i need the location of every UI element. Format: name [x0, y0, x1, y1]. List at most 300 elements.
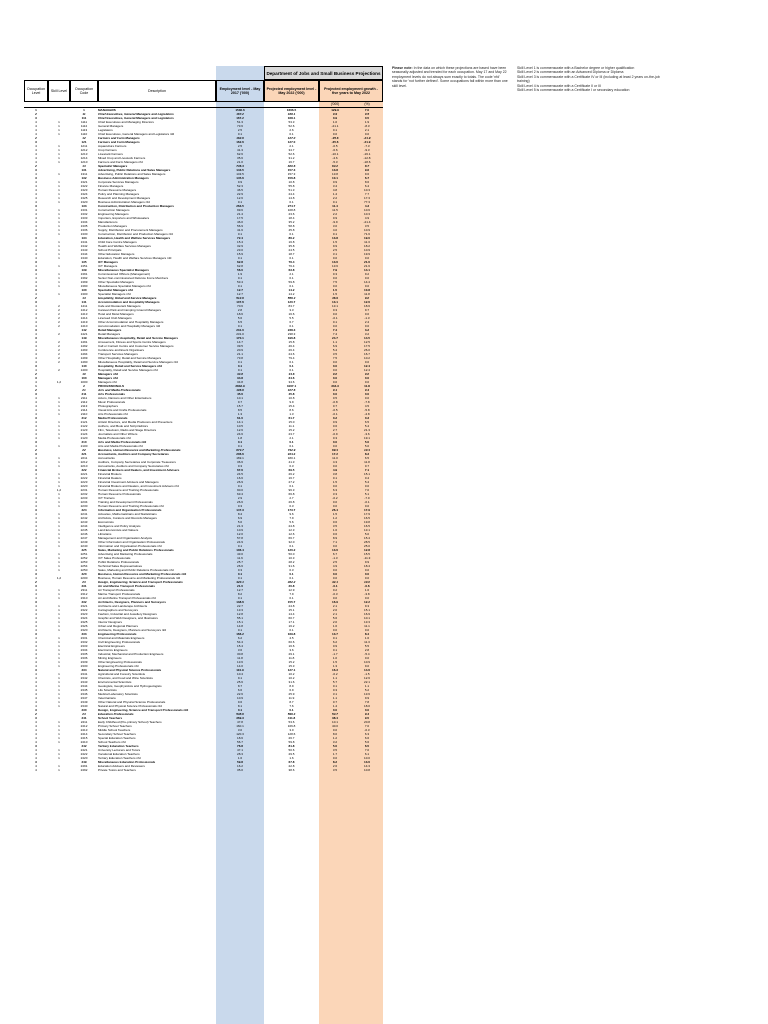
cell-employment-level: 15.4	[237, 644, 243, 648]
cell-growth-thousands: 0.0	[332, 484, 338, 488]
cell-description: Land Economists and Valuers	[98, 528, 139, 532]
cell-skill-level: 1	[58, 764, 60, 768]
cell-growth-thousands: 0.0	[332, 368, 338, 372]
cell-growth-percent: 6.3	[364, 732, 370, 736]
cell-occupation-level: 2	[35, 712, 37, 716]
cell-growth-thousands: 0.9	[332, 216, 338, 220]
cell-skill-level: 1	[58, 636, 60, 640]
cell-occupation-level: 4	[35, 696, 37, 700]
cell-occupation-level: 3	[35, 176, 37, 180]
cell-projected-level: 45.8	[288, 228, 295, 232]
cell-occupation-level: 4	[35, 524, 37, 528]
cell-occupation-level: 4	[35, 456, 37, 460]
cell-description: Primary School Teachers	[98, 724, 132, 728]
cell-growth-percent: 6.5	[364, 456, 370, 460]
cell-employment-level: 0.3	[237, 504, 243, 508]
cell-occupation-code: 241	[81, 716, 87, 720]
cell-occupation-level: 4	[35, 240, 37, 244]
cell-growth-percent: 0.0	[364, 576, 370, 580]
cell-skill-level: 1	[58, 256, 60, 260]
cell-employment-level: 14.1	[237, 420, 243, 424]
cell-description: Public Relations Professionals	[98, 560, 139, 564]
cell-growth-percent: -7.0	[364, 496, 370, 500]
cell-occupation-level: 4	[35, 276, 37, 280]
cell-growth-thousands: 0.0	[332, 500, 338, 504]
cell-skill-level: 1	[58, 152, 60, 156]
cell-growth-percent: 12.6	[364, 300, 370, 304]
cell-growth-percent: 14.5	[364, 336, 370, 340]
cell-projected-level: 24.5	[288, 248, 295, 252]
cell-projected-level: 0.1	[289, 360, 294, 364]
header-projected-growth: Projected employment growth - five years to May 2022	[319, 80, 383, 102]
cell-occupation-level: 3	[35, 584, 37, 588]
cell-occupation-code: 1320	[80, 200, 88, 204]
cell-employment-level: 3.0	[237, 728, 243, 732]
cell-occupation-level: 3	[35, 288, 37, 292]
cell-description: Senior Non-commissioned Defence Force Members	[98, 276, 169, 280]
cell-employment-level: 99.6	[237, 208, 243, 212]
cell-growth-percent: 3.2	[364, 332, 370, 336]
cell-occupation-level: 4	[35, 464, 37, 468]
cell-growth-thousands: 0.0	[332, 372, 338, 376]
cell-description: Other Natural and Physical Science Professionals	[98, 700, 166, 704]
cell-occupation-code: 2344	[80, 684, 88, 688]
cell-growth-thousands: 3.1	[332, 252, 338, 256]
cell-description: Design, Engineering, Science and Transport Professionals	[98, 580, 183, 584]
cell-growth-percent: 0.0	[364, 256, 370, 260]
cell-description: Engineering Professionals	[98, 632, 137, 636]
cell-projected-level: 79.4	[288, 356, 295, 360]
cell-projected-level: 16.7	[288, 476, 295, 480]
cell-growth-thousands: 11.4	[332, 204, 338, 208]
cell-skill-level: 1,2	[56, 488, 62, 492]
cell-growth-percent: 13.6	[364, 692, 370, 696]
cell-occupation-code: 1343	[80, 248, 88, 252]
cell-projected-level: 18.7	[288, 252, 295, 256]
cell-description: General Managers	[98, 124, 124, 128]
cell-occupation-code: 22	[82, 448, 86, 452]
cell-occupation-level: 4	[35, 180, 37, 184]
cell-growth-thousands: -0.3	[332, 592, 338, 596]
cell-growth-thousands: -0.1	[332, 316, 338, 320]
header-occupation-code: Occupation Code	[70, 80, 98, 102]
cell-employment-level: 14.8	[237, 624, 243, 628]
cell-growth-thousands: 5.4	[332, 348, 338, 352]
cell-growth-thousands: 0.6	[332, 424, 338, 428]
cell-occupation-level: 4	[35, 148, 37, 152]
cell-description: Technical Sales Representatives	[98, 564, 143, 568]
cell-occupation-code: 1413	[80, 312, 88, 316]
cell-occupation-code: 132	[81, 176, 87, 180]
cell-employment-level: 9.6	[237, 700, 243, 704]
cell-skill-level: 2	[58, 348, 60, 352]
skill-level-note-1: Skill Level 1 is commensurate with a Bachelor degree or higher qualification	[517, 66, 635, 70]
cell-skill-level: 1	[58, 476, 60, 480]
cell-description: Business, Human Resource and Marketing Professionals	[98, 448, 181, 452]
cell-description: Financial Brokers and Dealers, and Investment Advisers	[98, 468, 180, 472]
cell-occupation-code: 139	[81, 268, 87, 272]
cell-growth-thousands: 0.1	[332, 200, 338, 204]
cell-description: Advertising, Public Relations and Sales Managers	[98, 168, 171, 172]
cell-skill-level: 1	[58, 148, 60, 152]
cell-description: Miscellaneous Specialist Managers nfd	[98, 284, 151, 288]
cell-projected-level: 52.6	[288, 124, 295, 128]
cell-growth-thousands: 0.7	[332, 404, 338, 408]
cell-occupation-code: 2220	[80, 484, 88, 488]
cell-growth-thousands: -21.1	[331, 124, 339, 128]
cell-growth-percent: -7.8	[364, 400, 370, 404]
cell-growth-percent: 11.8	[364, 292, 370, 296]
cell-skill-level: 1	[58, 500, 60, 504]
cell-employment-level: 14.0	[237, 664, 243, 668]
cell-growth-percent: 17.9	[364, 512, 370, 516]
cell-occupation-level: 4	[35, 684, 37, 688]
cell-skill-level: 1	[58, 528, 60, 532]
cell-occupation-code: 2322	[80, 608, 88, 612]
cell-description: Visual Arts and Crafts Professionals	[98, 408, 147, 412]
cell-description: Agricultural and Forestry Scientists	[98, 672, 146, 676]
cell-employment-level: 34.8	[237, 372, 243, 376]
cell-skill-level: 1	[58, 752, 60, 756]
cell-projected-level: 3.0	[289, 728, 294, 732]
cell-employment-level: 231.0	[236, 328, 244, 332]
cell-growth-thousands: 0.9	[332, 112, 338, 116]
cell-growth-percent: 19.8	[364, 520, 370, 524]
cell-occupation-code: 1110	[80, 132, 88, 136]
cell-projected-level: 10.8	[288, 396, 295, 400]
cell-occupation-code: 1419	[80, 320, 88, 324]
cell-growth-percent: 10.0	[364, 580, 370, 584]
notes-text: In the data on which these projections are based have been seasonally adjusted and trended for each occupation. May 17 and May 22 employment levels do not always sum exactly to totals. The code 'nfd' stands for 'not further defined'. Some occupations fall within more than one skill level.	[392, 66, 508, 88]
cell-occupation-level: 4	[35, 340, 37, 344]
cell-growth-thousands: 2.1	[332, 604, 338, 608]
cell-growth-thousands: 4.0	[332, 228, 338, 232]
cell-description: Legislators	[98, 128, 113, 132]
cell-occupation-code: 121	[81, 140, 87, 144]
cell-occupation-code: 1325	[80, 196, 88, 200]
cell-growth-percent: 7.0	[364, 488, 370, 492]
cell-occupation-code: 2332	[80, 640, 88, 644]
cell-employment-level: 9.7	[237, 400, 243, 404]
cell-growth-thousands: 0.6	[332, 532, 338, 536]
cell-description: ICT Trainers	[98, 496, 115, 500]
cell-occupation-level: 1	[35, 384, 37, 388]
cell-projected-level: 15.2	[288, 660, 295, 664]
cell-occupation-level: 4	[35, 752, 37, 756]
cell-description: Accommodation and Hospitality Managers	[98, 300, 160, 304]
cell-occupation-code: 225	[81, 548, 87, 552]
cell-skill-level: 1	[58, 264, 60, 268]
cell-occupation-code: 2331	[80, 636, 88, 640]
header-description: Description	[98, 80, 216, 102]
cell-growth-thousands: 5.7	[332, 680, 338, 684]
cell-growth-thousands: 17.2	[332, 452, 338, 456]
cell-employment-level: 5.6	[237, 316, 243, 320]
cell-projected-level: 15.0	[288, 420, 295, 424]
cell-growth-thousands: 3.8	[332, 472, 338, 476]
cell-skill-level: 2	[58, 320, 60, 324]
skill-level-note-5: Skill Level 5 is commensurate with a Certificate I or secondary education	[517, 88, 630, 93]
cell-occupation-level: 4	[35, 344, 37, 348]
cell-projected-level: 24.6	[288, 352, 295, 356]
skill-level-note-4: Skill Level 4 is commensurate with a Certificate II or III	[517, 83, 602, 88]
cell-description: Miscellaneous Education Professionals	[98, 760, 156, 764]
cell-occupation-level: 3	[35, 508, 37, 512]
cell-employment-level: 120.3	[236, 732, 244, 736]
cell-projected-level: 3.3	[289, 308, 294, 312]
cell-occupation-code: 1340	[80, 256, 88, 260]
cell-growth-thousands: 1.4	[332, 704, 338, 708]
notes-please-note	[392, 66, 510, 88]
cell-growth-percent: 12.2	[364, 600, 370, 604]
cell-skill-level: 1	[58, 128, 60, 132]
cell-growth-thousands: -0.2	[332, 672, 338, 676]
cell-employment-level: 106.4	[236, 548, 244, 552]
cell-occupation-level: 4	[35, 616, 37, 620]
cell-occupation-level: 4	[35, 720, 37, 724]
cell-growth-percent: 9.6	[364, 168, 370, 172]
cell-growth-percent: -5.4	[364, 652, 370, 656]
cell-employment-level: 162.6	[236, 136, 244, 140]
cell-growth-thousands: 0.0	[332, 708, 338, 712]
cell-occupation-code: 2254	[80, 564, 88, 568]
cell-occupation-level: 3	[35, 140, 37, 144]
cell-growth-thousands: 2.6	[332, 764, 338, 768]
cell-occupation-code: 135	[81, 260, 87, 264]
cell-growth-percent: 14.4	[364, 280, 370, 284]
cell-projected-level: 556.3	[287, 296, 296, 300]
cell-projected-level: 108.8	[287, 208, 296, 212]
cell-occupation-code: 2421	[80, 748, 88, 752]
cell-occupation-level: 4	[35, 200, 37, 204]
cell-skill-level: 1	[58, 156, 60, 160]
cell-growth-thousands: 0.0	[332, 544, 338, 548]
cell-growth-thousands: 0.0	[332, 256, 338, 260]
cell-description: Call or Contact Centre and Customer Service Managers	[98, 344, 174, 348]
cell-skill-level: 1	[58, 432, 60, 436]
cell-projected-level: 0.1	[289, 444, 294, 448]
cell-projected-level: 0.1	[289, 628, 294, 632]
cell-skill-level: 1	[58, 676, 60, 680]
cell-skill-level: 1	[58, 504, 60, 508]
cell-projected-level: 26.4	[288, 348, 295, 352]
cell-growth-thousands: 1.5	[332, 288, 338, 292]
cell-occupation-code: 134	[81, 236, 87, 240]
cell-growth-thousands: 1.5	[332, 512, 338, 516]
cell-occupation-code: 2250	[80, 568, 88, 572]
cell-growth-percent: 6.5	[364, 420, 370, 424]
cell-skill-level: 1	[58, 424, 60, 428]
cell-description: Specialist Managers nfd	[98, 292, 131, 296]
cell-growth-percent: -9.3	[364, 148, 370, 152]
cell-growth-percent: 21.6	[364, 264, 370, 268]
cell-occupation-code: 1300	[80, 292, 88, 296]
cell-occupation-level: 4	[35, 564, 37, 568]
cell-description: Middle School Teachers	[98, 728, 131, 732]
cell-occupation-code: 149	[81, 336, 87, 340]
cell-occupation-level: 4	[35, 156, 37, 160]
cell-growth-thousands: 1.5	[332, 292, 338, 296]
cell-description: Construction, Distribution and Production Managers nfd	[98, 232, 173, 236]
cell-growth-thousands: 53.7	[332, 712, 338, 716]
cell-occupation-code: 2330	[80, 664, 88, 668]
cell-description: Film, Television, Radio and Stage Directors	[98, 428, 157, 432]
cell-occupation-level: 4	[35, 620, 37, 624]
cell-occupation-code: 249	[81, 760, 87, 764]
cell-description: Chief Executives and Managing Directors	[98, 120, 154, 124]
cell-skill-level: 1	[58, 208, 60, 212]
cell-growth-thousands: -0.1	[332, 584, 338, 588]
cell-description: Livestock Farmers	[98, 152, 123, 156]
cell-projected-level: 29.5	[288, 752, 295, 756]
cell-occupation-code: 133	[81, 204, 87, 208]
cell-skill-level: 1	[58, 684, 60, 688]
cell-projected-level: 1.3	[289, 412, 294, 416]
cell-projected-level: 127.0	[287, 140, 296, 144]
cell-employment-level: 6.9	[237, 516, 243, 520]
cell-description: Corporate Services Managers	[98, 180, 139, 184]
cell-growth-percent: 1.9	[364, 120, 370, 124]
cell-growth-percent: 12.4	[364, 364, 370, 368]
cell-occupation-level: 4	[35, 208, 37, 212]
cell-employment-level: 673.7	[236, 448, 244, 452]
cell-employment-level: 420.1	[236, 580, 244, 584]
cell-occupation-level: 4	[35, 324, 37, 328]
cell-skill-level: 1	[58, 540, 60, 544]
cell-occupation-level: 2	[35, 164, 37, 168]
cell-description: Managers nfd	[98, 372, 118, 376]
cell-employment-level: 8.1	[237, 704, 243, 708]
cell-employment-level: 12.7	[237, 588, 243, 592]
cell-growth-percent: 5.2	[364, 688, 370, 692]
cell-occupation-level: 4	[35, 608, 37, 612]
cell-projected-level: 238.3	[287, 332, 296, 336]
cell-occupation-level: 4	[35, 316, 37, 320]
cell-occupation-code: 1344	[80, 252, 88, 256]
cell-description: Human Resource and Training Professionals	[98, 488, 159, 492]
cell-skill-level: 2	[58, 304, 60, 308]
cell-skill-level: 1	[58, 484, 60, 488]
cell-skill-level: 1	[58, 532, 60, 536]
cell-growth-thousands: 0.1	[332, 648, 338, 652]
cell-occupation-code: 2234	[80, 500, 88, 504]
cell-occupation-level: 3	[35, 268, 37, 272]
cell-description: Music Professionals	[98, 400, 126, 404]
cell-growth-thousands: 5.6	[332, 616, 338, 620]
cell-skill-level: 2	[58, 312, 60, 316]
cell-occupation-code: 1324	[80, 192, 88, 196]
cell-occupation-level: 4	[35, 700, 37, 704]
cell-growth-percent: 0.0	[364, 572, 370, 576]
cell-occupation-code: 1113	[80, 128, 88, 132]
cell-projected-level: 16.7	[288, 160, 295, 164]
cell-growth-percent: 13.6	[364, 760, 370, 764]
cell-growth-percent: 77.3	[364, 200, 370, 204]
cell-employment-level: 13.6	[237, 660, 243, 664]
cell-occupation-code: 2100	[80, 444, 88, 448]
cell-employment-level: 90.0	[237, 488, 243, 492]
cell-skill-level: 1	[58, 184, 60, 188]
cell-employment-level: 21.3	[237, 524, 243, 528]
cell-growth-thousands: 7.1	[332, 540, 338, 544]
cell-employment-level: 10.9	[237, 528, 243, 532]
cell-occupation-level: 4	[35, 400, 37, 404]
cell-projected-level: 2.1	[289, 272, 294, 276]
cell-employment-level: 26.6	[237, 564, 243, 568]
header-growth-percent: (%)	[364, 102, 370, 106]
cell-employment-level: 170.1	[236, 336, 244, 340]
cell-employment-level: 1.3	[237, 412, 243, 416]
cell-growth-percent: 11.3	[364, 640, 370, 644]
cell-growth-thousands: 0.9	[332, 420, 338, 424]
cell-occupation-code: 1391	[80, 272, 88, 276]
cell-description: Education, Health and Welfare Services Managers	[98, 236, 171, 240]
cell-projected-level: 120.2	[287, 548, 296, 552]
cell-occupation-level: 4	[35, 480, 37, 484]
cell-occupation-code: 1311	[80, 172, 88, 176]
cell-description: Design, Engineering, Science and Transport Professionals nfd	[98, 708, 189, 712]
cell-occupation-code: 2	[83, 384, 85, 388]
cell-description: Training and Development Professionals	[98, 500, 153, 504]
cell-growth-percent: -3.6	[364, 432, 370, 436]
cell-projected-level: 0.3	[289, 464, 294, 468]
cell-projected-level: 462.2	[287, 580, 296, 584]
cell-skill-level: 1	[58, 404, 60, 408]
cell-skill-level: 1	[58, 240, 60, 244]
cell-occupation-level: 4	[35, 356, 37, 360]
cell-occupation-level: 4	[35, 160, 37, 164]
cell-projected-level: 15.8	[288, 340, 295, 344]
cell-description: Urban and Regional Planners	[98, 624, 138, 628]
cell-description: Authors, and Book and Script Editors	[98, 424, 148, 428]
cell-description: Auditors, Company Secretaries and Corporate Treasurers	[98, 460, 176, 464]
cell-employment-level: 2.8	[237, 308, 243, 312]
cell-occupation-code: 2347	[80, 696, 88, 700]
cell-skill-level: 1	[58, 396, 60, 400]
cell-skill-level: 1	[58, 564, 60, 568]
cell-projected-level: 8.9	[289, 684, 294, 688]
cell-employment-level: 8.5	[237, 408, 243, 412]
cell-description: Supply, Distribution and Procurement Managers	[98, 228, 163, 232]
cell-projected-level: 5.5	[289, 316, 294, 320]
cell-description: Media Professionals	[98, 416, 128, 420]
cell-occupation-code: 233	[81, 632, 87, 636]
cell-projected-level: 51.3	[288, 188, 295, 192]
cell-occupation-code: 2339	[80, 660, 88, 664]
cell-description: Construction, Distribution and Production Managers	[98, 204, 175, 208]
cell-description: Education Professionals	[98, 712, 134, 716]
cell-growth-thousands: 3.0	[332, 224, 338, 228]
cell-projected-level: 7.9	[289, 516, 294, 520]
cell-growth-percent: -7.3	[364, 144, 370, 148]
cell-growth-thousands: 11.5	[332, 208, 338, 212]
cell-growth-percent: 15.4	[364, 536, 370, 540]
cell-occupation-level: 4	[35, 436, 37, 440]
cell-employment-level: 61.0	[237, 416, 243, 420]
cell-description: Commissioned Officers (Management)	[98, 272, 151, 276]
cell-occupation-level: 4	[35, 624, 37, 628]
cell-occupation-level: 4	[35, 536, 37, 540]
cell-occupation-level: 2	[35, 388, 37, 392]
cell-growth-thousands: 13.8	[332, 236, 338, 240]
cell-employment-level: 21.0	[237, 584, 243, 588]
cell-description: Education, Health and Welfare Services Managers nfd	[98, 256, 172, 260]
cell-growth-percent: 0.0	[364, 284, 370, 288]
cell-skill-level: 1,2	[56, 380, 62, 384]
cell-employment-level: 231.0	[236, 332, 244, 336]
cell-occupation-level: 4	[35, 152, 37, 156]
cell-description: Management and Organisation Analysts	[98, 536, 153, 540]
